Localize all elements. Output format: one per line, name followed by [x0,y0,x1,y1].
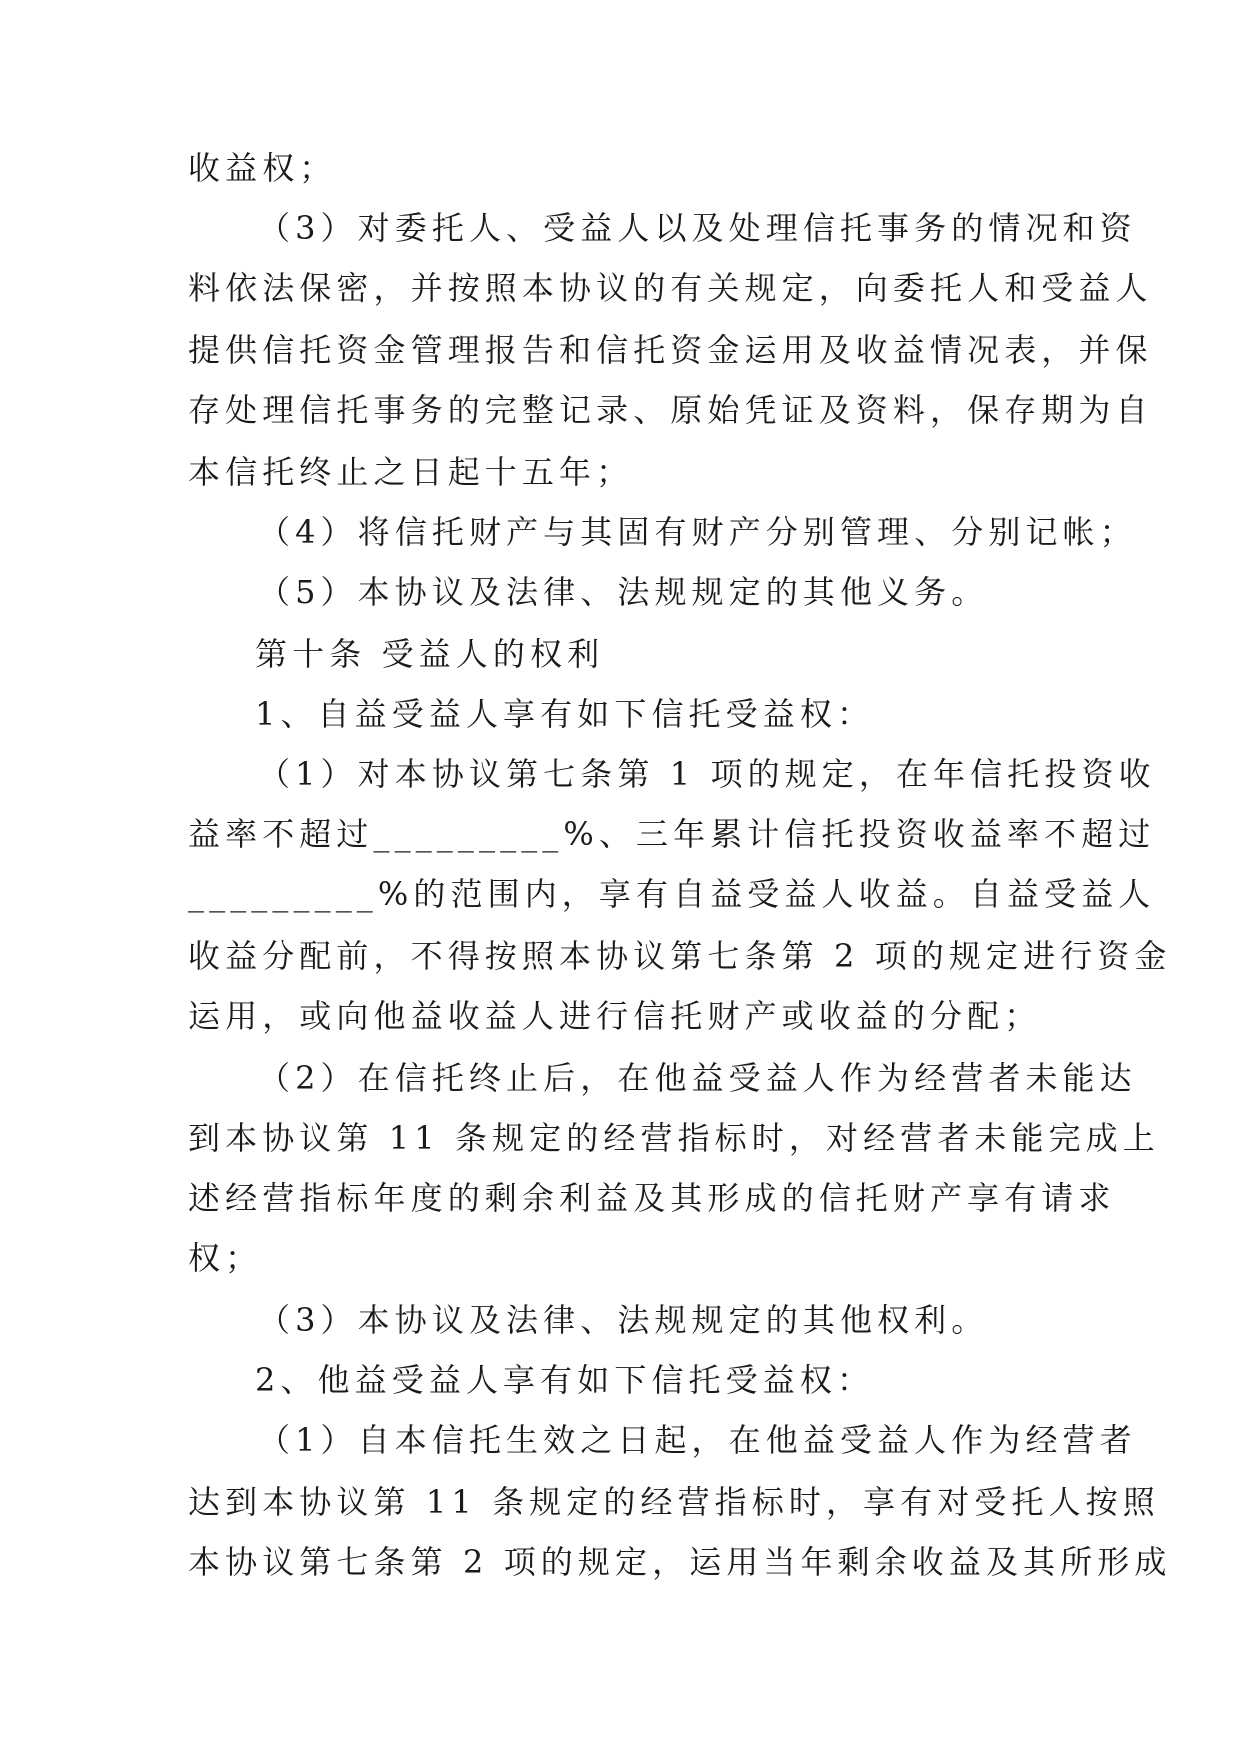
text-line: （3）对委托人、受益人以及处理信托事务的情况和资 [258,209,1137,247]
text-line: 收益分配前，不得按照本协议第七条第 2 项的规定进行资金 [188,937,1172,975]
text-line: 运用，或向他益收益人进行信托财产或收益的分配； [188,997,1042,1035]
text-line: 本信托终止之日起十五年； [188,453,634,491]
text-line: _________%的范围内，享有自益受益人收益。自益受益人 [188,875,1156,913]
text-line: 料依法保密，并按照本协议的有关规定，向委托人和受益人 [188,269,1153,307]
text-line: 权； [188,1239,263,1277]
text-line: 2、他益受益人享有如下信托受益权： [255,1361,875,1399]
text-line: 提供信托资金管理报告和信托资金运用及收益情况表，并保 [188,331,1153,369]
text-line: 1、自益受益人享有如下信托受益权： [255,695,875,733]
text-line: 达到本协议第 11 条规定的经营指标时，享有对受托人按照 [188,1483,1160,1521]
text-line: 收益权； [188,149,337,187]
text-line: 本协议第七条第 2 项的规定，运用当年剩余收益及其所形成 [188,1543,1172,1581]
article-heading: 第十条 受益人的权利 [255,635,605,673]
text-line: （5）本协议及法律、法规规定的其他义务。 [258,573,989,611]
text-line: 到本协议第 11 条规定的经营指标时，对经营者未能完成上 [188,1119,1160,1157]
text-line: （1）对本协议第七条第 1 项的规定，在年信托投资收 [258,755,1156,793]
text-line: （3）本协议及法律、法规规定的其他权利。 [258,1301,989,1339]
text-line: 存处理信托事务的完整记录、原始凭证及资料，保存期为自 [188,391,1153,429]
text-line: （4）将信托财产与其固有财产分别管理、分别记帐； [258,513,1137,551]
text-line: 益率不超过_________%、三年累计信托投资收益率不超过 [188,815,1156,853]
text-line: 述经营指标年度的剩余利益及其形成的信托财产享有请求 [188,1179,1116,1217]
text-line: （2）在信托终止后，在他益受益人作为经营者未能达 [258,1059,1137,1097]
text-line: （1）自本信托生效之日起，在他益受益人作为经营者 [258,1421,1137,1459]
